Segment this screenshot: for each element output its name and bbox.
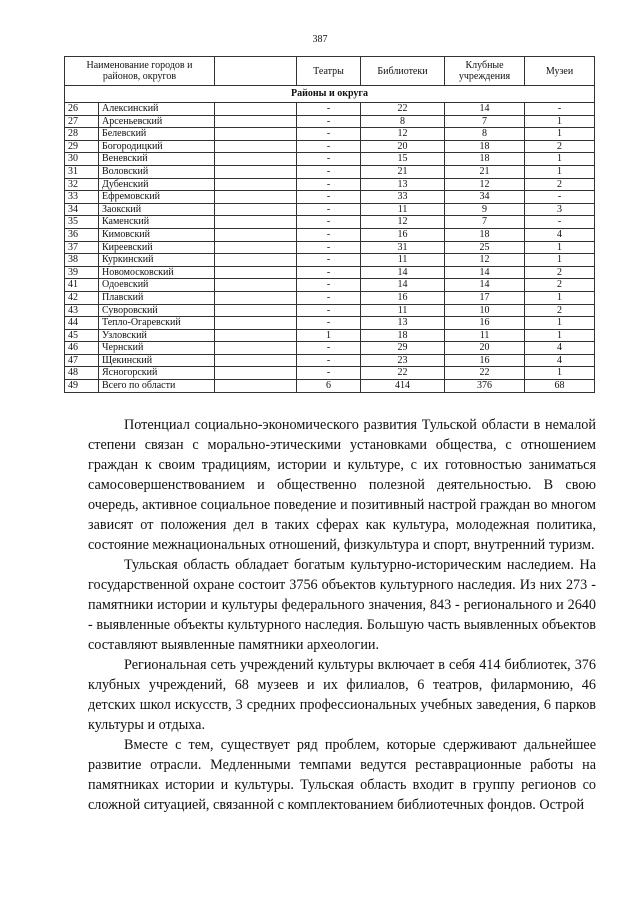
table-row [65, 153, 595, 166]
clubs-value: 16 [445, 354, 525, 367]
empty-cell [215, 354, 297, 367]
district-name: Воловский [99, 165, 215, 178]
row-number: 32 [65, 178, 99, 191]
table-row [65, 228, 595, 241]
empty-cell [215, 140, 297, 153]
row-number: 33 [65, 191, 99, 204]
empty-cell [215, 216, 297, 229]
libraries-value: 22 [361, 103, 445, 116]
empty-cell [215, 191, 297, 204]
page-number: 387 [312, 34, 328, 45]
table-row [65, 241, 595, 254]
museums-value: 1 [525, 291, 595, 304]
museums-value: 1 [525, 367, 595, 380]
theatres-value: - [297, 203, 361, 216]
district-name: Новомосковский [99, 266, 215, 279]
table-row [65, 342, 595, 355]
theatres-value: - [297, 266, 361, 279]
museums-value: 2 [525, 304, 595, 317]
table-row [65, 380, 595, 393]
museums-value: 1 [525, 317, 595, 330]
table-row [65, 115, 595, 128]
theatres-value: - [297, 254, 361, 267]
table-row [65, 216, 595, 229]
table-row [65, 191, 595, 204]
row-number: 34 [65, 203, 99, 216]
libraries-value: 414 [361, 380, 445, 393]
theatres-value: 1 [297, 329, 361, 342]
clubs-value: 9 [445, 203, 525, 216]
empty-cell [215, 128, 297, 141]
museums-value: 1 [525, 241, 595, 254]
theatres-value: - [297, 165, 361, 178]
table-row [65, 266, 595, 279]
row-number: 48 [65, 367, 99, 380]
table-row [65, 329, 595, 342]
museums-value: 4 [525, 354, 595, 367]
theatres-value: - [297, 191, 361, 204]
museums-value: 1 [525, 153, 595, 166]
header-museums: Музеи [525, 57, 595, 86]
empty-cell [215, 304, 297, 317]
district-name: Веневский [99, 153, 215, 166]
libraries-value: 21 [361, 165, 445, 178]
district-name: Чернский [99, 342, 215, 355]
district-name: Тепло-Огаревский [99, 317, 215, 330]
museums-value: 1 [525, 115, 595, 128]
theatres-value: - [297, 342, 361, 355]
museums-value: 2 [525, 279, 595, 292]
row-number: 35 [65, 216, 99, 229]
clubs-value: 18 [445, 140, 525, 153]
libraries-value: 11 [361, 254, 445, 267]
table-row [65, 354, 595, 367]
row-number: 30 [65, 153, 99, 166]
theatres-value: - [297, 128, 361, 141]
header-empty [215, 57, 297, 86]
table-row [65, 165, 595, 178]
clubs-value: 34 [445, 191, 525, 204]
row-number: 49 [65, 380, 99, 393]
clubs-value: 12 [445, 178, 525, 191]
clubs-value: 14 [445, 103, 525, 116]
clubs-value: 12 [445, 254, 525, 267]
paragraph: Потенциал социально-экономического развития Тульской области в немалой степени связан с морально-этическими установками общества, с отношением граждан к своим традициям, истории и культуре, с их готовностью заниматься самосовершенствованием и общественно полезной деятельностью. В свою очередь, активное социальное поведение и позитивный настрой граждан во многом зависят от положения дел в таких сферах как культура, молодежная политика, состояние межнациональных отношений, физкультура и спорт, внутренний туризм. [88, 417, 596, 553]
table-row [65, 178, 595, 191]
section-title: Районы и округа [65, 86, 595, 103]
theatres-value: - [297, 317, 361, 330]
empty-cell [215, 178, 297, 191]
district-name: Заокский [99, 203, 215, 216]
museums-value: 1 [525, 165, 595, 178]
museums-value: 2 [525, 266, 595, 279]
clubs-value: 10 [445, 304, 525, 317]
row-number: 26 [65, 103, 99, 116]
museums-value: - [525, 191, 595, 204]
table-row [65, 317, 595, 330]
theatres-value: - [297, 140, 361, 153]
museums-value: 1 [525, 329, 595, 342]
libraries-value: 20 [361, 140, 445, 153]
clubs-value: 11 [445, 329, 525, 342]
paragraph: Тульская область обладает богатым культурно-историческим наследием. На государственной охране состоит 3756 объектов культурного наследия. Из них 273 - памятники истории и культуры федерального значения, 843 - регионального и 2640 - выявленные объекты культурного наследия. Большую часть выявленных объектов составляют выявленные памятники археологии. [88, 557, 596, 653]
row-number: 31 [65, 165, 99, 178]
clubs-value: 7 [445, 115, 525, 128]
row-number: 27 [65, 115, 99, 128]
empty-cell [215, 329, 297, 342]
empty-cell [215, 203, 297, 216]
table-row [65, 103, 595, 116]
section-row [65, 86, 595, 103]
libraries-value: 13 [361, 317, 445, 330]
libraries-value: 14 [361, 266, 445, 279]
district-name: Богородицкий [99, 140, 215, 153]
empty-cell [215, 367, 297, 380]
district-name: Белевский [99, 128, 215, 141]
header-clubs: Клубные учреждения [445, 57, 525, 86]
body-text [88, 415, 596, 815]
district-name: Плавский [99, 291, 215, 304]
header-name: Наименование городов и районов, округов [65, 57, 215, 86]
district-name: Узловский [99, 329, 215, 342]
libraries-value: 16 [361, 228, 445, 241]
empty-cell [215, 228, 297, 241]
row-number: 46 [65, 342, 99, 355]
empty-cell [215, 342, 297, 355]
libraries-value: 8 [361, 115, 445, 128]
theatres-value: - [297, 103, 361, 116]
libraries-value: 29 [361, 342, 445, 355]
libraries-value: 31 [361, 241, 445, 254]
clubs-value: 22 [445, 367, 525, 380]
row-number: 45 [65, 329, 99, 342]
theatres-value: - [297, 304, 361, 317]
row-number: 43 [65, 304, 99, 317]
clubs-value: 16 [445, 317, 525, 330]
district-name: Каменский [99, 216, 215, 229]
district-name: Куркинский [99, 254, 215, 267]
empty-cell [215, 115, 297, 128]
theatres-value: - [297, 367, 361, 380]
row-number: 28 [65, 128, 99, 141]
museums-value: 4 [525, 228, 595, 241]
table-row [65, 128, 595, 141]
empty-cell [215, 266, 297, 279]
row-number: 47 [65, 354, 99, 367]
museums-value: 68 [525, 380, 595, 393]
district-name: Кимовский [99, 228, 215, 241]
clubs-value: 14 [445, 266, 525, 279]
theatres-value: - [297, 228, 361, 241]
libraries-value: 16 [361, 291, 445, 304]
clubs-value: 18 [445, 153, 525, 166]
table-row [65, 304, 595, 317]
row-number: 29 [65, 140, 99, 153]
theatres-value: - [297, 216, 361, 229]
clubs-value: 25 [445, 241, 525, 254]
libraries-value: 12 [361, 128, 445, 141]
theatres-value: - [297, 115, 361, 128]
empty-cell [215, 291, 297, 304]
libraries-value: 11 [361, 203, 445, 216]
libraries-value: 18 [361, 329, 445, 342]
museums-value: 2 [525, 140, 595, 153]
paragraph: Региональная сеть учреждений культуры включает в себя 414 библиотек, 376 клубных учреждений, 68 музеев и их филиалов, 6 театров, филармонию, 46 детских школ искусств, 3 средних профессиональных учебных заведения, 6 парков культуры и отдыха. [88, 657, 596, 733]
clubs-value: 376 [445, 380, 525, 393]
table-row [65, 140, 595, 153]
clubs-value: 17 [445, 291, 525, 304]
libraries-value: 23 [361, 354, 445, 367]
district-name: Ефремовский [99, 191, 215, 204]
empty-cell [215, 317, 297, 330]
district-name: Арсеньевский [99, 115, 215, 128]
theatres-value: 6 [297, 380, 361, 393]
table-row [65, 254, 595, 267]
empty-cell [215, 380, 297, 393]
clubs-value: 20 [445, 342, 525, 355]
row-number: 38 [65, 254, 99, 267]
museums-value: 2 [525, 178, 595, 191]
district-name: Суворовский [99, 304, 215, 317]
clubs-value: 14 [445, 279, 525, 292]
libraries-value: 33 [361, 191, 445, 204]
district-name: Киреевский [99, 241, 215, 254]
theatres-value: - [297, 354, 361, 367]
libraries-value: 22 [361, 367, 445, 380]
row-number: 39 [65, 266, 99, 279]
row-number: 44 [65, 317, 99, 330]
district-name: Одоевский [99, 279, 215, 292]
clubs-value: 21 [445, 165, 525, 178]
museums-value: 1 [525, 128, 595, 141]
theatres-value: - [297, 291, 361, 304]
header-theatres: Театры [297, 57, 361, 86]
museums-value: - [525, 216, 595, 229]
empty-cell [215, 241, 297, 254]
table-row [65, 203, 595, 216]
table-row [65, 367, 595, 380]
row-number: 36 [65, 228, 99, 241]
paragraph: Вместе с тем, существует ряд проблем, которые сдерживают дальнейшее развитие отрасли. Медленными темпами ведутся реставрационные работы на памятниках истории и культуры. Тульская область входит в группу регионов со сложной ситуацией, связанной с комплектованием библиотечных фондов. Острой [88, 737, 596, 813]
header-libraries: Библиотеки [361, 57, 445, 86]
museums-value: 3 [525, 203, 595, 216]
clubs-value: 18 [445, 228, 525, 241]
empty-cell [215, 103, 297, 116]
theatres-value: - [297, 241, 361, 254]
libraries-value: 12 [361, 216, 445, 229]
row-number: 41 [65, 279, 99, 292]
culture-institutions-table [64, 56, 595, 393]
museums-value: 1 [525, 254, 595, 267]
district-name: Дубенский [99, 178, 215, 191]
libraries-value: 15 [361, 153, 445, 166]
district-name: Ясногорский [99, 367, 215, 380]
table-row [65, 291, 595, 304]
district-name: Алексинский [99, 103, 215, 116]
row-number: 42 [65, 291, 99, 304]
table-row [65, 279, 595, 292]
museums-value: - [525, 103, 595, 116]
empty-cell [215, 254, 297, 267]
theatres-value: - [297, 153, 361, 166]
clubs-value: 7 [445, 216, 525, 229]
theatres-value: - [297, 178, 361, 191]
clubs-value: 8 [445, 128, 525, 141]
theatres-value: - [297, 279, 361, 292]
libraries-value: 13 [361, 178, 445, 191]
empty-cell [215, 165, 297, 178]
libraries-value: 11 [361, 304, 445, 317]
museums-value: 4 [525, 342, 595, 355]
empty-cell [215, 153, 297, 166]
table-header-row [65, 57, 595, 86]
libraries-value: 14 [361, 279, 445, 292]
empty-cell [215, 279, 297, 292]
district-name: Щекинский [99, 354, 215, 367]
row-number: 37 [65, 241, 99, 254]
district-name: Всего по области [99, 380, 215, 393]
